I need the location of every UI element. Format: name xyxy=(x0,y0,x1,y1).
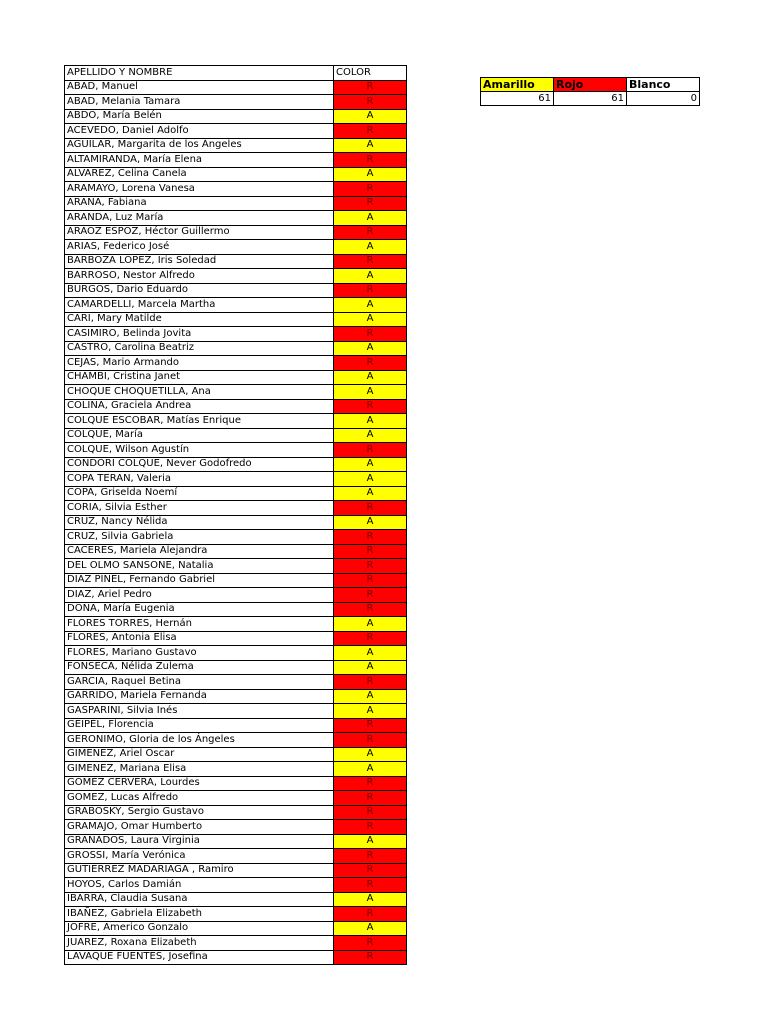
color-cell[interactable]: A xyxy=(334,211,407,226)
table-row xyxy=(65,443,407,458)
color-cell[interactable]: R xyxy=(334,936,407,951)
name-cell[interactable]: COLQUE, María xyxy=(65,428,334,443)
table-row xyxy=(65,892,407,907)
color-cell[interactable]: R xyxy=(334,805,407,820)
name-cell[interactable]: CHOQUE CHOQUETILLA, Ana xyxy=(65,385,334,400)
table-row xyxy=(65,559,407,574)
table-row xyxy=(65,486,407,501)
color-cell[interactable]: A xyxy=(334,341,407,356)
name-cell[interactable]: ARAMAYO, Lorena Vanesa xyxy=(65,182,334,197)
roster-table xyxy=(64,65,407,965)
color-cell[interactable]: R xyxy=(334,559,407,574)
table-row xyxy=(65,907,407,922)
table-row xyxy=(65,95,407,110)
color-cell[interactable]: R xyxy=(334,356,407,371)
table-row xyxy=(65,646,407,661)
name-cell[interactable]: GRANADOS, Laura Virginia xyxy=(65,834,334,849)
color-cell[interactable]: R xyxy=(334,907,407,922)
name-cell[interactable]: COLQUE ESCOBAR, Matías Enrique xyxy=(65,414,334,429)
table-row xyxy=(65,356,407,371)
name-cell[interactable]: GERONIMO, Gloria de los Ángeles xyxy=(65,733,334,748)
table-row xyxy=(65,675,407,690)
table-row xyxy=(65,515,407,530)
name-cell[interactable]: IBARRA, Claudia Susana xyxy=(65,892,334,907)
table-row xyxy=(65,834,407,849)
name-cell[interactable]: LAVAQUE FUENTES, Josefina xyxy=(65,950,334,965)
name-cell[interactable]: COPA, Griselda Noemí xyxy=(65,486,334,501)
color-cell[interactable]: R xyxy=(334,863,407,878)
color-cell[interactable]: R xyxy=(334,501,407,516)
table-row xyxy=(65,240,407,255)
name-cell[interactable]: DEL OLMO SANSONE, Natalia xyxy=(65,559,334,574)
table-row xyxy=(65,298,407,313)
color-cell[interactable]: A xyxy=(334,298,407,313)
name-cell[interactable]: ALTAMIRANDA, María Elena xyxy=(65,153,334,168)
color-cell[interactable]: A xyxy=(334,138,407,153)
summary-header-row xyxy=(481,78,700,92)
color-cell[interactable]: R xyxy=(334,602,407,617)
summary-header-rojo[interactable]: Rojo xyxy=(554,78,627,92)
name-cell[interactable]: JOFRE, Americo Gonzalo xyxy=(65,921,334,936)
name-cell[interactable]: GOMEZ CERVERA, Lourdes xyxy=(65,776,334,791)
summary-header-blanco[interactable]: Blanco xyxy=(627,78,700,92)
header-color-cell[interactable]: COLOR xyxy=(334,66,407,81)
summary-table xyxy=(480,77,700,106)
table-row xyxy=(65,501,407,516)
color-cell[interactable]: A xyxy=(334,892,407,907)
name-cell[interactable]: GUTIERREZ MADARIAGA , Ramiro xyxy=(65,863,334,878)
name-cell[interactable]: DIAZ, Ariel Pedro xyxy=(65,588,334,603)
color-cell[interactable]: A xyxy=(334,762,407,777)
name-cell[interactable]: GIMENEZ, Mariana Elisa xyxy=(65,762,334,777)
color-cell[interactable]: R xyxy=(334,182,407,197)
name-cell[interactable]: GIMENEZ, Ariel Oscar xyxy=(65,747,334,762)
table-row xyxy=(65,733,407,748)
color-cell[interactable]: R xyxy=(334,196,407,211)
color-cell[interactable]: A xyxy=(334,457,407,472)
table-row xyxy=(65,153,407,168)
table-row xyxy=(65,414,407,429)
summary-value-rojo[interactable]: 61 xyxy=(554,92,627,106)
table-row xyxy=(65,878,407,893)
color-cell[interactable]: A xyxy=(334,617,407,632)
color-cell[interactable]: A xyxy=(334,834,407,849)
table-row xyxy=(65,617,407,632)
name-cell[interactable]: FLORES, Antonia Elisa xyxy=(65,631,334,646)
table-row xyxy=(65,936,407,951)
table-row xyxy=(65,704,407,719)
name-cell[interactable]: ABAD, Manuel xyxy=(65,80,334,95)
summary-value-row xyxy=(481,92,700,106)
color-cell[interactable]: R xyxy=(334,791,407,806)
color-cell[interactable]: R xyxy=(334,718,407,733)
name-cell[interactable]: GRABOSKY, Sergio Gustavo xyxy=(65,805,334,820)
color-cell[interactable]: A xyxy=(334,704,407,719)
name-cell[interactable]: IBAÑEZ, Gabriela Elizabeth xyxy=(65,907,334,922)
table-row xyxy=(65,588,407,603)
color-cell[interactable]: R xyxy=(334,588,407,603)
table-row xyxy=(65,660,407,675)
table-row xyxy=(65,399,407,414)
name-cell[interactable]: CONDORI COLQUE, Never Godofredo xyxy=(65,457,334,472)
roster-body xyxy=(65,66,407,965)
color-cell[interactable]: R xyxy=(334,80,407,95)
name-cell[interactable]: CACERES, Mariela Alejandra xyxy=(65,544,334,559)
color-cell[interactable]: R xyxy=(334,283,407,298)
summary-header-amarillo[interactable]: Amarillo xyxy=(481,78,554,92)
color-cell[interactable]: R xyxy=(334,399,407,414)
table-row xyxy=(65,530,407,545)
table-row xyxy=(65,573,407,588)
color-cell[interactable]: R xyxy=(334,153,407,168)
table-row xyxy=(65,124,407,139)
color-cell[interactable]: R xyxy=(334,820,407,835)
name-cell[interactable]: FONSECA, Nélida Zulema xyxy=(65,660,334,675)
name-cell[interactable]: DIAZ PINEL, Fernando Gabriel xyxy=(65,573,334,588)
name-cell[interactable]: FLORES, Mariano Gustavo xyxy=(65,646,334,661)
table-row xyxy=(65,820,407,835)
color-cell[interactable]: A xyxy=(334,167,407,182)
color-cell[interactable]: R xyxy=(334,573,407,588)
color-cell[interactable]: R xyxy=(334,733,407,748)
color-cell[interactable]: R xyxy=(334,631,407,646)
name-cell[interactable]: ALVAREZ, Celina Canela xyxy=(65,167,334,182)
table-row xyxy=(65,167,407,182)
color-cell[interactable]: A xyxy=(334,472,407,487)
table-row xyxy=(65,689,407,704)
name-cell[interactable]: CASTRO, Carolina Beatriz xyxy=(65,341,334,356)
name-cell[interactable]: ACEVEDO, Daniel Adolfo xyxy=(65,124,334,139)
color-cell[interactable]: A xyxy=(334,660,407,675)
table-row xyxy=(65,776,407,791)
table-row xyxy=(65,544,407,559)
color-cell[interactable]: A xyxy=(334,312,407,327)
table-row xyxy=(65,921,407,936)
table-row xyxy=(65,254,407,269)
color-cell[interactable]: R xyxy=(334,327,407,342)
summary-value-amarillo[interactable]: 61 xyxy=(481,92,554,106)
table-row xyxy=(65,341,407,356)
table-row xyxy=(65,109,407,124)
table-row xyxy=(65,269,407,284)
table-row xyxy=(65,327,407,342)
color-cell[interactable]: R xyxy=(334,254,407,269)
table-row xyxy=(65,631,407,646)
color-cell[interactable]: A xyxy=(334,689,407,704)
header-name-cell[interactable]: APELLIDO Y NOMBRE xyxy=(65,66,334,81)
name-cell[interactable]: GOMEZ, Lucas Alfredo xyxy=(65,791,334,806)
header-row xyxy=(65,66,407,81)
color-cell[interactable]: A xyxy=(334,486,407,501)
color-cell[interactable]: A xyxy=(334,385,407,400)
name-cell[interactable]: ABAD, Melania Tamara xyxy=(65,95,334,110)
name-cell[interactable]: BARBOZA LOPEZ, Iris Soledad xyxy=(65,254,334,269)
name-cell[interactable]: CAMARDELLI, Marcela Martha xyxy=(65,298,334,313)
color-cell[interactable]: A xyxy=(334,515,407,530)
name-cell[interactable]: COPA TERAN, Valeria xyxy=(65,472,334,487)
name-cell[interactable]: ABDO, María Belén xyxy=(65,109,334,124)
color-cell[interactable]: A xyxy=(334,240,407,255)
name-cell[interactable]: CHAMBI, Cristina Janet xyxy=(65,370,334,385)
color-cell[interactable]: A xyxy=(334,921,407,936)
name-cell[interactable]: CORIA, Silvia Esther xyxy=(65,501,334,516)
name-cell[interactable]: GASPARINI, Silvia Inés xyxy=(65,704,334,719)
table-row xyxy=(65,747,407,762)
name-cell[interactable]: CARI, Mary Matilde xyxy=(65,312,334,327)
color-cell[interactable]: R xyxy=(334,950,407,965)
color-cell[interactable]: A xyxy=(334,269,407,284)
name-cell[interactable]: GEIPEL, Florencia xyxy=(65,718,334,733)
table-row xyxy=(65,863,407,878)
table-row xyxy=(65,428,407,443)
color-cell[interactable]: R xyxy=(334,95,407,110)
table-row xyxy=(65,370,407,385)
name-cell[interactable]: COLQUE, Wilson Agustín xyxy=(65,443,334,458)
color-cell[interactable]: R xyxy=(334,124,407,139)
name-cell[interactable]: JUAREZ, Roxana Elizabeth xyxy=(65,936,334,951)
table-row xyxy=(65,211,407,226)
color-cell[interactable]: R xyxy=(334,544,407,559)
color-cell[interactable]: A xyxy=(334,646,407,661)
name-cell[interactable]: ARANA, Fabiana xyxy=(65,196,334,211)
name-cell[interactable]: CEJAS, Mario Armando xyxy=(65,356,334,371)
color-cell[interactable]: R xyxy=(334,530,407,545)
name-cell[interactable]: CASIMIRO, Belinda Jovita xyxy=(65,327,334,342)
color-cell[interactable]: A xyxy=(334,109,407,124)
name-cell[interactable]: ARANDA, Luz María xyxy=(65,211,334,226)
summary-value-blanco[interactable]: 0 xyxy=(627,92,700,106)
name-cell[interactable]: BARROSO, Nestor Alfredo xyxy=(65,269,334,284)
name-cell[interactable]: BURGOS, Dario Eduardo xyxy=(65,283,334,298)
color-cell[interactable]: R xyxy=(334,849,407,864)
name-cell[interactable]: ARAOZ ESPOZ, Héctor Guillermo xyxy=(65,225,334,240)
table-row xyxy=(65,718,407,733)
name-cell[interactable]: ARIAS, Federico José xyxy=(65,240,334,255)
table-row xyxy=(65,225,407,240)
table-row xyxy=(65,849,407,864)
name-cell[interactable]: GROSSI, María Verónica xyxy=(65,849,334,864)
color-cell[interactable]: A xyxy=(334,414,407,429)
color-cell[interactable]: R xyxy=(334,675,407,690)
color-cell[interactable]: A xyxy=(334,370,407,385)
table-row xyxy=(65,602,407,617)
color-cell[interactable]: A xyxy=(334,747,407,762)
table-row xyxy=(65,138,407,153)
name-cell[interactable]: HOYOS, Carlos Damián xyxy=(65,878,334,893)
table-row xyxy=(65,80,407,95)
name-cell[interactable]: COLINA, Graciela Andrea xyxy=(65,399,334,414)
name-cell[interactable]: DOÑA, María Eugenia xyxy=(65,602,334,617)
color-cell[interactable]: A xyxy=(334,428,407,443)
name-cell[interactable]: GARCIA, Raquel Betina xyxy=(65,675,334,690)
table-row xyxy=(65,385,407,400)
name-cell[interactable]: GARRIDO, Mariela Fernanda xyxy=(65,689,334,704)
color-cell[interactable]: R xyxy=(334,776,407,791)
name-cell[interactable]: CRUZ, Silvia Gabriela xyxy=(65,530,334,545)
table-row xyxy=(65,805,407,820)
table-row xyxy=(65,196,407,211)
table-row xyxy=(65,950,407,965)
color-cell[interactable]: R xyxy=(334,443,407,458)
name-cell[interactable]: AGUILAR, Margarita de los Ángeles xyxy=(65,138,334,153)
table-row xyxy=(65,283,407,298)
table-row xyxy=(65,457,407,472)
table-row xyxy=(65,472,407,487)
name-cell[interactable]: GRAMAJO, Omar Humberto xyxy=(65,820,334,835)
table-row xyxy=(65,791,407,806)
table-row xyxy=(65,182,407,197)
table-row xyxy=(65,762,407,777)
color-cell[interactable]: R xyxy=(334,225,407,240)
name-cell[interactable]: CRUZ, Nancy Nélida xyxy=(65,515,334,530)
table-row xyxy=(65,312,407,327)
color-cell[interactable]: R xyxy=(334,878,407,893)
name-cell[interactable]: FLORES TORRES, Hernán xyxy=(65,617,334,632)
